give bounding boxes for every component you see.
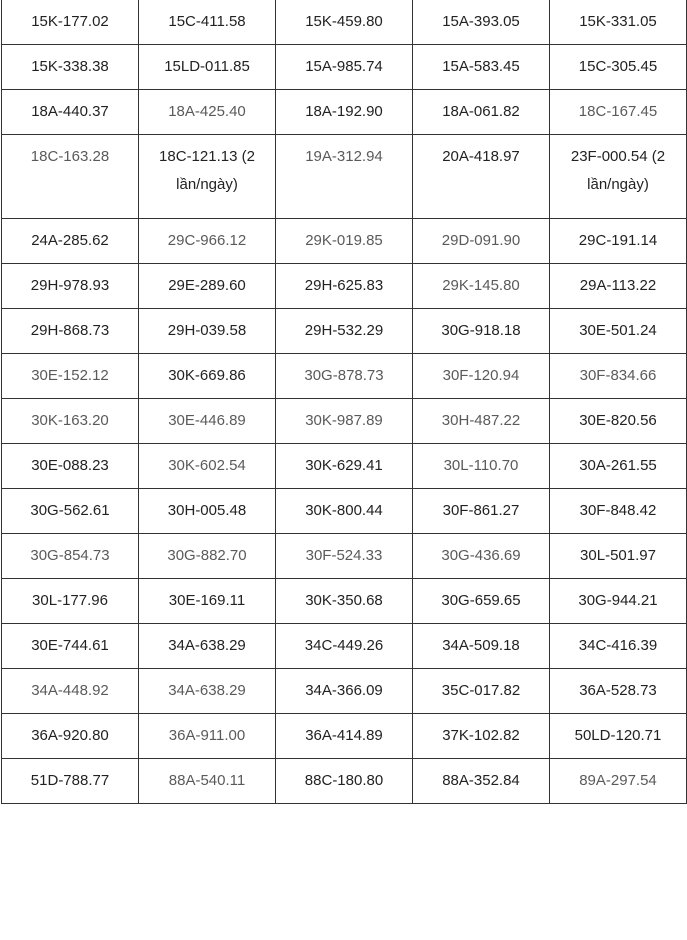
plate-cell: 24A-285.62 (2, 219, 139, 264)
plate-cell: 30H-005.48 (139, 489, 276, 534)
plate-cell: 23F-000.54 (2 lần/ngày) (550, 135, 687, 219)
plate-cell: 30G-562.61 (2, 489, 139, 534)
plate-cell: 30H-487.22 (413, 399, 550, 444)
plate-cell: 29H-625.83 (276, 264, 413, 309)
plate-cell: 36A-911.00 (139, 714, 276, 759)
plate-cell: 29C-966.12 (139, 219, 276, 264)
plate-cell: 15C-305.45 (550, 45, 687, 90)
plate-cell: 18C-167.45 (550, 90, 687, 135)
plate-cell: 50LD-120.71 (550, 714, 687, 759)
plate-cell: 30G-944.21 (550, 579, 687, 624)
plate-cell: 19A-312.94 (276, 135, 413, 219)
plate-cell: 20A-418.97 (413, 135, 550, 219)
plate-cell: 29H-868.73 (2, 309, 139, 354)
plate-cell: 18A-440.37 (2, 90, 139, 135)
plate-cell: 30E-820.56 (550, 399, 687, 444)
table-row (2, 669, 687, 714)
plate-cell: 30E-744.61 (2, 624, 139, 669)
plate-cell: 29A-113.22 (550, 264, 687, 309)
plate-cell: 30G-878.73 (276, 354, 413, 399)
plate-cell: 18C-121.13 (2 lần/ngày) (139, 135, 276, 219)
plate-cell: 34C-449.26 (276, 624, 413, 669)
plate-cell: 30G-659.65 (413, 579, 550, 624)
table-row (2, 264, 687, 309)
plate-cell: 51D-788.77 (2, 759, 139, 804)
table-row (2, 624, 687, 669)
plate-cell: 30F-834.66 (550, 354, 687, 399)
table-row (2, 759, 687, 804)
plate-cell: 89A-297.54 (550, 759, 687, 804)
table-row (2, 444, 687, 489)
plate-cell: 29H-039.58 (139, 309, 276, 354)
plate-cell: 30L-501.97 (550, 534, 687, 579)
plate-cell: 30A-261.55 (550, 444, 687, 489)
plate-cell: 88C-180.80 (276, 759, 413, 804)
plate-cell: 29E-289.60 (139, 264, 276, 309)
plate-cell: 36A-414.89 (276, 714, 413, 759)
plate-cell: 88A-540.11 (139, 759, 276, 804)
plate-cell: 30K-163.20 (2, 399, 139, 444)
table-row (2, 489, 687, 534)
plate-cell: 34A-509.18 (413, 624, 550, 669)
plate-cell: 15C-411.58 (139, 0, 276, 45)
plate-cell: 30G-882.70 (139, 534, 276, 579)
plate-cell: 35C-017.82 (413, 669, 550, 714)
plate-cell: 15K-177.02 (2, 0, 139, 45)
table-row (2, 579, 687, 624)
plate-cell: 29D-091.90 (413, 219, 550, 264)
plate-cell: 30K-800.44 (276, 489, 413, 534)
table-row (2, 45, 687, 90)
plate-cell: 15A-583.45 (413, 45, 550, 90)
plate-cell: 34A-448.92 (2, 669, 139, 714)
table-row (2, 0, 687, 45)
plate-cell: 88A-352.84 (413, 759, 550, 804)
plate-cell: 29H-978.93 (2, 264, 139, 309)
plate-cell: 34A-366.09 (276, 669, 413, 714)
plate-cell: 30L-110.70 (413, 444, 550, 489)
plate-cell: 29C-191.14 (550, 219, 687, 264)
table-row (2, 534, 687, 579)
table-row (2, 90, 687, 135)
plate-cell: 30K-602.54 (139, 444, 276, 489)
plate-cell: 30K-987.89 (276, 399, 413, 444)
plate-cell: 30G-436.69 (413, 534, 550, 579)
plate-cell: 30F-524.33 (276, 534, 413, 579)
plate-cell: 30E-446.89 (139, 399, 276, 444)
plate-cell: 15A-393.05 (413, 0, 550, 45)
plate-cell: 36A-528.73 (550, 669, 687, 714)
plate-cell: 15K-338.38 (2, 45, 139, 90)
plate-cell: 30G-854.73 (2, 534, 139, 579)
plate-cell: 30E-088.23 (2, 444, 139, 489)
plate-cell: 30F-861.27 (413, 489, 550, 534)
plate-cell: 15A-985.74 (276, 45, 413, 90)
table-row (2, 354, 687, 399)
plate-cell: 30K-629.41 (276, 444, 413, 489)
plate-cell: 30E-169.11 (139, 579, 276, 624)
plate-cell: 37K-102.82 (413, 714, 550, 759)
table-row (2, 309, 687, 354)
plate-cell: 34A-638.29 (139, 669, 276, 714)
table-row (2, 219, 687, 264)
plate-cell: 29H-532.29 (276, 309, 413, 354)
plate-cell: 15K-331.05 (550, 0, 687, 45)
table-row (2, 399, 687, 444)
plate-cell: 29K-145.80 (413, 264, 550, 309)
plate-cell: 34A-638.29 (139, 624, 276, 669)
table-row (2, 135, 687, 219)
plate-cell: 18A-061.82 (413, 90, 550, 135)
plate-cell: 29K-019.85 (276, 219, 413, 264)
plate-cell: 30K-669.86 (139, 354, 276, 399)
plate-cell: 30K-350.68 (276, 579, 413, 624)
plate-cell: 30F-848.42 (550, 489, 687, 534)
plate-cell: 18A-192.90 (276, 90, 413, 135)
plate-cell: 15K-459.80 (276, 0, 413, 45)
plate-cell: 15LD-011.85 (139, 45, 276, 90)
plate-cell: 30E-152.12 (2, 354, 139, 399)
license-plate-table (1, 0, 687, 804)
license-plate-table-body (2, 0, 687, 804)
plate-cell: 36A-920.80 (2, 714, 139, 759)
plate-cell: 30F-120.94 (413, 354, 550, 399)
plate-cell: 18C-163.28 (2, 135, 139, 219)
plate-cell: 30G-918.18 (413, 309, 550, 354)
plate-cell: 30E-501.24 (550, 309, 687, 354)
plate-cell: 30L-177.96 (2, 579, 139, 624)
plate-cell: 34C-416.39 (550, 624, 687, 669)
table-row (2, 714, 687, 759)
plate-cell: 18A-425.40 (139, 90, 276, 135)
